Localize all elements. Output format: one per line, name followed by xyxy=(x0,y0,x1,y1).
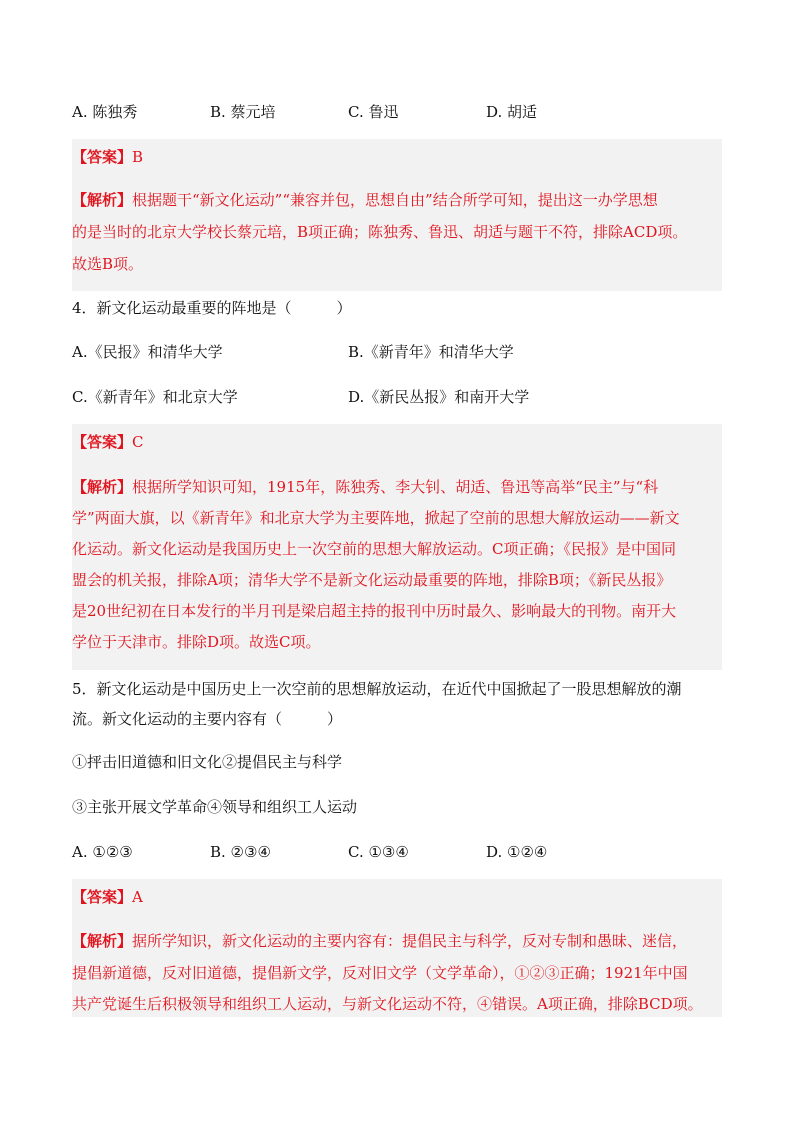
q3-analysis-line: 故选B项。 xyxy=(72,255,144,273)
analysis-tag: 【解析】 xyxy=(72,191,133,209)
q4-analysis-line: 盟会的机关报，排除A项；清华大学不是新文化运动最重要的阵地，排除B项；《新民丛报》 xyxy=(72,571,672,589)
q5-answer-box xyxy=(72,879,722,1017)
q3-option-d: D. 胡适 xyxy=(486,103,538,121)
q5-analysis-line: 共产党诞生后积极领导和组织工人运动，与新文化运动不符，④错误。A项正确，排除BCD项。 xyxy=(72,995,703,1013)
q4-option-a: A.《民报》和清华大学 xyxy=(72,343,223,361)
q3-answer xyxy=(72,147,722,167)
q5-analysis-line: 提倡新道德，反对旧道德，提倡新文学，反对旧文学（文学革命），①②③正确；1921年中国 xyxy=(72,964,688,982)
q4-option-c: C.《新青年》和北京大学 xyxy=(72,388,238,406)
q4-option-d: D.《新民丛报》和南开大学 xyxy=(348,388,530,406)
q5-stem-line: 流。新文化运动的主要内容有（ ） xyxy=(72,710,343,728)
q3-option-a: A. 陈独秀 xyxy=(72,103,138,121)
analysis-tag: 【解析】 xyxy=(72,478,133,496)
q4-answer-box xyxy=(72,424,722,670)
q5-option-d: D. ①②④ xyxy=(486,843,548,861)
q4-analysis-line: 是20世纪初在日本发行的半月刊是梁启超主持的报刊中历时最久、影响最大的刊物。南开大 xyxy=(72,602,677,620)
q3-option-c: C. 鲁迅 xyxy=(348,103,399,121)
answer-value: A xyxy=(132,888,143,906)
q5-option-c: C. ①③④ xyxy=(348,843,409,861)
q5-statements: ③主张开展文学革命④领导和组织工人运动 xyxy=(72,798,358,816)
q5-stem-line: 5．新文化运动是中国历史上一次空前的思想解放运动，在近代中国掀起了一股思想解放的潮 xyxy=(72,680,682,698)
q3-answer-box xyxy=(72,139,722,291)
answer-value: C xyxy=(132,433,144,451)
analysis-text: 根据所学知识可知，1915年，陈独秀、李大钊、胡适、鲁迅等高举“民主”与“科 xyxy=(132,478,659,496)
q4-analysis-line: 化运动。新文化运动是我国历史上一次空前的思想大解放运动。C项正确；《民报》是中国同 xyxy=(72,540,676,558)
q5-analysis-line xyxy=(72,931,722,951)
q5-option-a: A. ①②③ xyxy=(72,843,133,861)
q5-statements: ①抨击旧道德和旧文化②提倡民主与科学 xyxy=(72,753,343,771)
answer-tag: 【答案】 xyxy=(72,148,133,166)
analysis-text: 据所学知识，新文化运动的主要内容有：提倡民主与科学，反对专制和愚昧、迷信， xyxy=(132,932,688,950)
q4-option-b: B.《新青年》和清华大学 xyxy=(348,343,514,361)
answer-value: B xyxy=(132,148,144,166)
answer-tag: 【答案】 xyxy=(72,433,133,451)
analysis-text: 根据题干“新文化运动”“兼容并包，思想自由”结合所学可知，提出这一办学思想 xyxy=(132,191,658,209)
q4-analysis-line: 学位于天津市。排除D项。故选C项。 xyxy=(72,633,321,651)
q3-analysis-line: 的是当时的北京大学校长蔡元培，B项正确；陈独秀、鲁迅、胡适与题干不符，排除ACD项。 xyxy=(72,223,688,241)
q4-analysis-line: 学”两面大旗，以《新青年》和北京大学为主要阵地，掀起了空前的思想大解放运动——新文 xyxy=(72,509,680,527)
q5-answer xyxy=(72,887,722,907)
analysis-tag: 【解析】 xyxy=(72,932,133,950)
q4-analysis-line xyxy=(72,477,722,497)
q3-option-b: B. 蔡元培 xyxy=(210,103,276,121)
answer-tag: 【答案】 xyxy=(72,888,133,906)
q4-stem: 4．新文化运动最重要的阵地是（ ） xyxy=(72,299,352,317)
q3-analysis-line xyxy=(72,190,722,210)
q5-option-b: B. ②③④ xyxy=(210,843,271,861)
q4-answer xyxy=(72,432,722,452)
